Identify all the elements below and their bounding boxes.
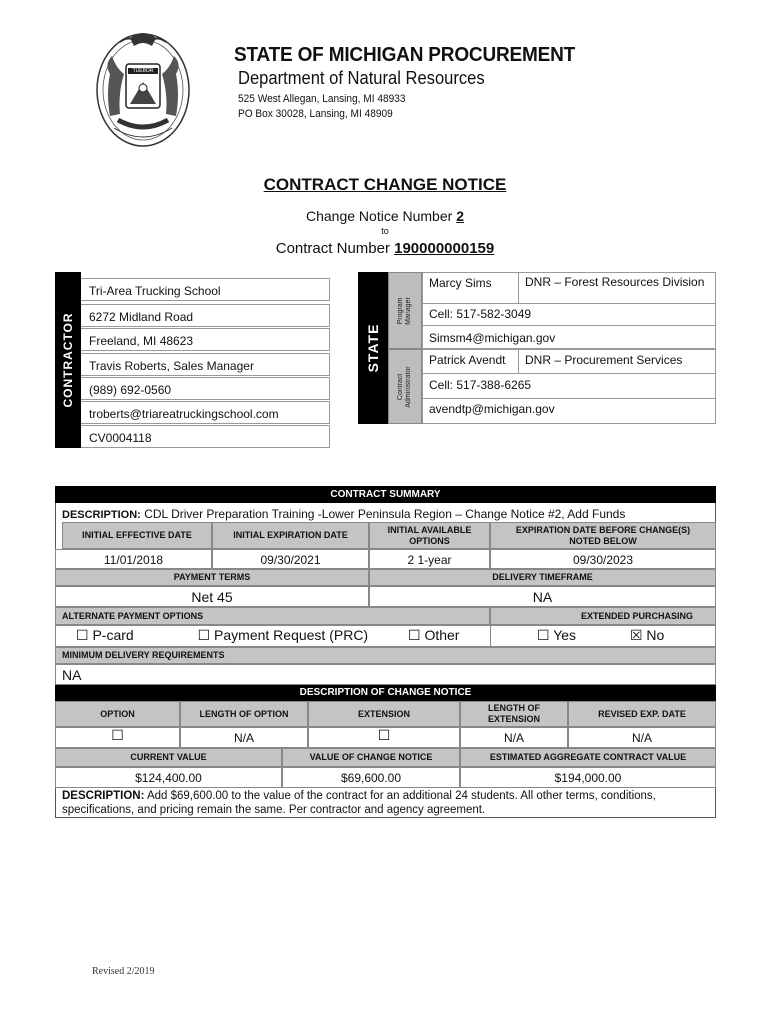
to-label: to <box>381 226 389 236</box>
svg-text:TUEBOR: TUEBOR <box>132 68 154 74</box>
change-notice-number: Change Notice Number 2 <box>306 208 464 224</box>
prc-label: Payment Request (PRC) <box>214 627 369 643</box>
extension-cell <box>308 727 460 748</box>
delivery-timeframe: NA <box>369 586 716 607</box>
contractor-label: CONTRACTOR <box>61 312 75 408</box>
state-seal-logo <box>90 24 196 152</box>
state-label-bar <box>358 272 388 424</box>
pcard-label: P-card <box>92 627 134 643</box>
length-of-option: N/A <box>180 727 308 748</box>
ca-division: DNR – Procurement Services <box>518 349 716 374</box>
contractor-city: Freeland, MI 48623 <box>81 328 330 351</box>
extended-purchasing-options <box>490 625 716 647</box>
contract-summary-header: CONTRACT SUMMARY <box>55 486 716 503</box>
col-initial-expiration-date: INITIAL EXPIRATION DATE <box>212 522 369 549</box>
contractor-vendor-id: CV0004118 <box>81 425 330 448</box>
extension-checkbox[interactable]: ☐ <box>377 728 391 744</box>
other-label: Other <box>424 627 460 643</box>
contractor-street: 6272 Midland Road <box>81 304 330 327</box>
payment-terms: Net 45 <box>55 586 369 607</box>
pm-name: Marcy Sims <box>422 272 519 304</box>
col-current-value: CURRENT VALUE <box>55 748 282 767</box>
notice-title: CONTRACT CHANGE NOTICE <box>263 175 507 194</box>
yes-checkbox[interactable]: ☐ <box>537 628 550 644</box>
contractor-phone: (989) 692-0560 <box>81 377 330 400</box>
expiration-before-change: 09/30/2023 <box>490 549 716 569</box>
address-line-2: PO Box 30028, Lansing, MI 48909 <box>238 108 393 120</box>
col-option: OPTION <box>55 701 180 727</box>
program-manager-label-box <box>388 272 422 349</box>
ca-name: Patrick Avendt <box>422 349 519 374</box>
contractor-name: Tri-Area Trucking School <box>81 278 330 301</box>
min-delivery-label: MINIMUM DELIVERY REQUIREMENTS <box>55 647 716 664</box>
extended-purchasing-label: EXTENDED PURCHASING <box>490 607 716 625</box>
change-notice-header: DESCRIPTION OF CHANGE NOTICE <box>55 685 716 701</box>
col-expiration-before-change: EXPIRATION DATE BEFORE CHANGE(S) NOTED BELOW <box>490 522 716 549</box>
col-initial-available-options: INITIAL AVAILABLE OPTIONS <box>369 522 490 549</box>
aggregate-value: $194,000.00 <box>460 767 716 788</box>
col-aggregate-value: ESTIMATED AGGREGATE CONTRACT VALUE <box>460 748 716 767</box>
value-of-change: $69,600.00 <box>282 767 460 788</box>
yes-label: Yes <box>553 627 577 643</box>
option-checkbox[interactable]: ☐ <box>111 728 124 744</box>
revised-footer: Revised 2/2019 <box>92 966 155 977</box>
agency-title: STATE OF MICHIGAN PROCUREMENT <box>234 44 576 66</box>
initial-available-options: 2 1-year <box>369 549 490 569</box>
length-of-extension: N/A <box>460 727 568 748</box>
col-revised-exp-date: REVISED EXP. DATE <box>568 701 716 727</box>
col-initial-effective-date: INITIAL EFFECTIVE DATE <box>62 522 212 549</box>
contract-admin-label-box <box>388 349 422 424</box>
ca-cell: Cell: 517-388-6265 <box>422 373 716 399</box>
contractor-label-bar <box>55 272 81 448</box>
pm-cell: Cell: 517-582-3049 <box>422 303 716 326</box>
alternate-payment-label: ALTERNATE PAYMENT OPTIONS <box>55 607 490 625</box>
ca-email: avendtp@michigan.gov <box>422 398 716 424</box>
pcard-checkbox[interactable]: ☐ <box>76 628 89 644</box>
department-name: Department of Natural Resources <box>238 68 485 88</box>
prc-checkbox[interactable]: ☐ <box>197 628 211 644</box>
change-description: DESCRIPTION: Add $69,600.00 to the value of the contract for an additional 24 students. All other terms, conditions, specifications, and pricing remain the same. Per contractor and agency agreement. <box>62 790 656 816</box>
no-checkbox[interactable]: ☒ <box>629 628 643 644</box>
summary-description: DESCRIPTION: CDL Driver Preparation Training -Lower Peninsula Region – Change Notice #2, Add Funds <box>62 507 626 521</box>
min-delivery-value: NA <box>55 664 716 685</box>
initial-effective-date: 11/01/2018 <box>55 549 212 569</box>
col-extension: EXTENSION <box>308 701 460 727</box>
current-value: $124,400.00 <box>55 767 282 788</box>
alternate-payment-options <box>55 625 490 647</box>
col-length-of-option: LENGTH OF OPTION <box>180 701 308 727</box>
contract-number: Contract Number 190000000159 <box>275 240 495 257</box>
contractor-contact: Travis Roberts, Sales Manager <box>81 353 330 376</box>
pm-email: Simsm4@michigan.gov <box>422 325 716 349</box>
program-manager-label: Program Manager <box>397 296 412 325</box>
other-checkbox[interactable]: ☐ <box>407 628 421 644</box>
col-length-of-extension: LENGTH OF EXTENSION <box>460 701 568 727</box>
col-value-of-change: VALUE OF CHANGE NOTICE <box>282 748 460 767</box>
pm-division: DNR – Forest Resources Division <box>518 272 716 304</box>
payment-terms-label: PAYMENT TERMS <box>55 569 369 586</box>
contract-admin-label: Contract Administrator <box>397 365 412 408</box>
option-cell <box>55 727 180 748</box>
contractor-email: troberts@triareatruckingschool.com <box>81 401 330 424</box>
delivery-timeframe-label: DELIVERY TIMEFRAME <box>369 569 716 586</box>
revised-exp-date: N/A <box>568 727 716 748</box>
initial-expiration-date: 09/30/2021 <box>212 549 369 569</box>
state-label: STATE <box>365 323 381 373</box>
address-line-1: 525 West Allegan, Lansing, MI 48933 <box>238 93 406 105</box>
no-label: No <box>646 627 665 643</box>
